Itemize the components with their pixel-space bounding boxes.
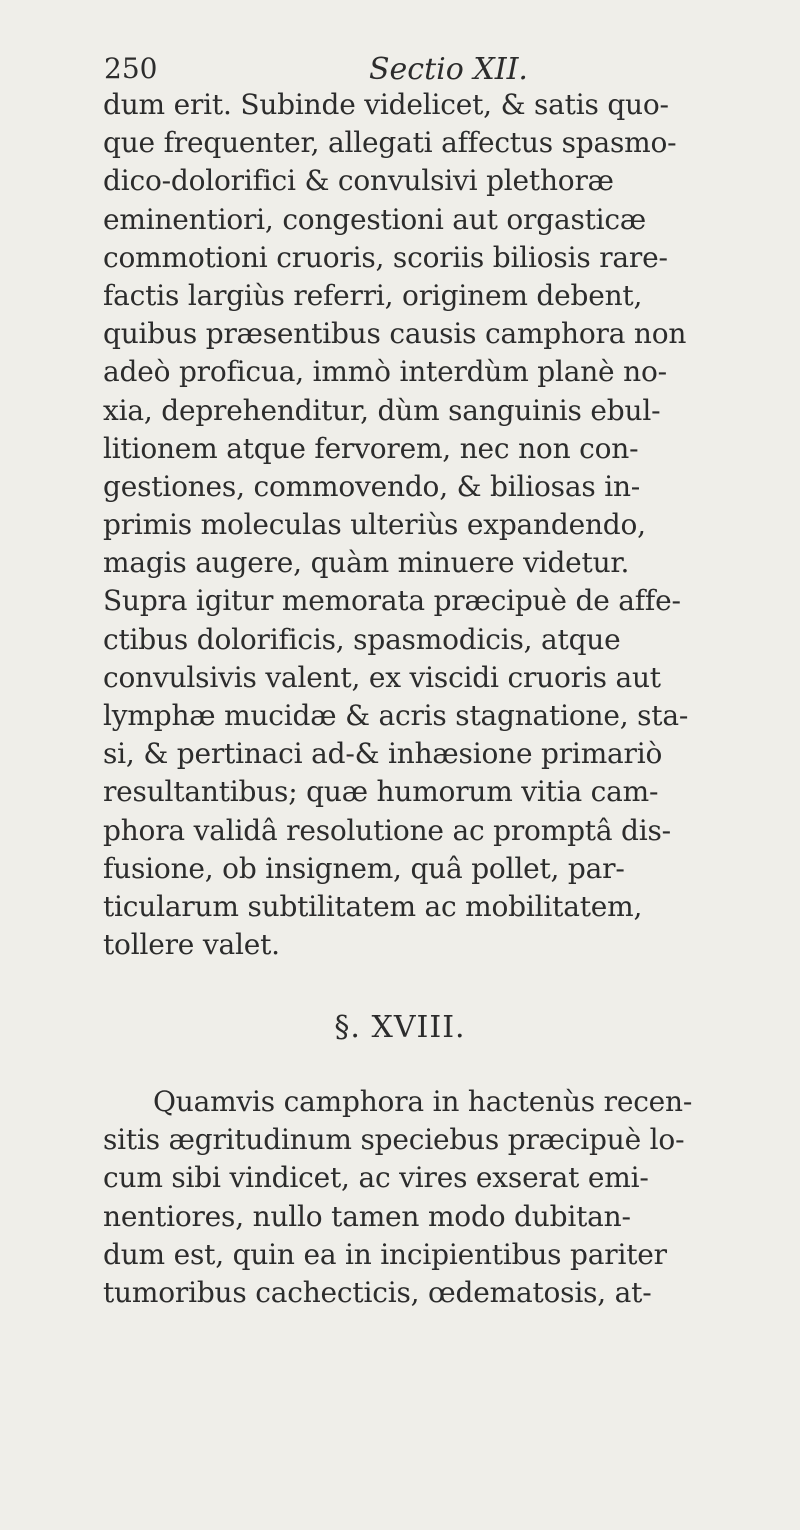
text-line: commotioni cruoris, scoriis biliosis rare- — [103, 240, 668, 274]
text-line: eminentiori, congestioni aut orgasticæ — [103, 202, 647, 236]
text-line: factis largiùs referri, originem debent, — [103, 278, 643, 312]
text-line: tumoribus cachecticis, œdematosis, at- — [103, 1275, 652, 1309]
running-section-title: Sectio XII. — [369, 52, 528, 87]
text-line: que frequenter, allegati affectus spasmo- — [103, 126, 677, 160]
text-line: tollere valet. — [103, 928, 280, 962]
text-line: adeò proficua, immò interdùm planè no- — [103, 355, 667, 389]
text-line: xia, deprehenditur, dùm sanguinis ebul- — [103, 393, 661, 427]
text-line: ctibus dolorificis, spasmodicis, atque — [103, 622, 621, 656]
text-line: resultantibus; quæ humorum vitia cam- — [103, 775, 659, 809]
text-line: litionem atque fervorem, nec non con- — [103, 431, 639, 465]
paragraph-1 — [103, 86, 768, 964]
text-line: convulsivis valent, ex viscidi cruoris aut — [103, 660, 661, 694]
text-line: si, & pertinaci ad-& inhæsione primariò — [103, 737, 663, 771]
text-line: magis augere, quàm minuere videtur. — [103, 546, 630, 580]
text-line: cum sibi vindicet, ac vires exserat emi- — [103, 1161, 649, 1195]
text-line: nentiores, nullo tamen modo dubitan- — [103, 1199, 631, 1233]
text-line: ticularum subtilitatem ac mobilitatem, — [103, 889, 643, 923]
text-line: Quamvis camphora in hactenùs recen- — [153, 1085, 693, 1118]
text-line: lymphæ mucidæ & acris stagnatione, sta- — [103, 699, 689, 732]
text-line: dico-dolorifici & convulsivi plethoræ — [103, 164, 614, 198]
text-line: primis moleculas ulteriùs expandendo, — [103, 508, 646, 542]
text-line: phora validâ resolutione ac promptâ dis- — [103, 813, 671, 847]
text-line: Supra igitur memorata præcipuè de affe- — [103, 584, 681, 618]
text-line: dum est, quin ea in incipientibus pariter — [103, 1237, 667, 1271]
text-line: dum erit. Subinde videlicet, & satis quo- — [103, 88, 669, 121]
text-line: quibus præsentibus causis camphora non — [103, 317, 687, 351]
section-heading: §. XVIII. — [334, 1010, 466, 1045]
text-line: sitis ægritudinum speciebus præcipuè lo- — [103, 1123, 685, 1157]
text-line: gestiones, commovendo, & biliosas in- — [103, 469, 641, 503]
page-number: 250 — [104, 52, 158, 85]
paragraph-2 — [103, 1083, 768, 1312]
text-line: fusione, ob insignem, quâ pollet, par- — [103, 851, 625, 885]
